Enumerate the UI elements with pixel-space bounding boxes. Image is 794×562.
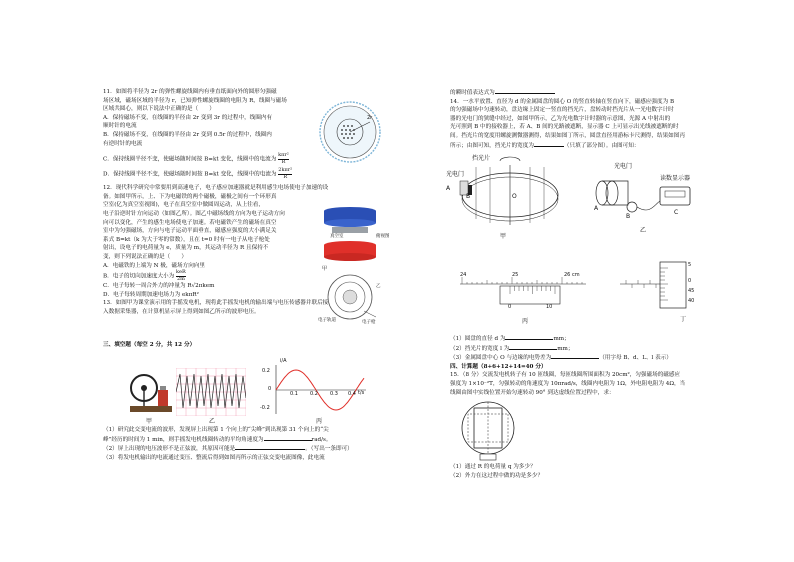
q13-answer-2-text: （2）屏上出现的电压波形不是正弦波，其原因可能是 [103,446,236,453]
q12-line-7: 系式 B=kt（k 为大于零的常数），且在 t=0 时有一电子从电子枪处 [103,236,270,243]
caliper-tick-26: 26 cm [564,272,580,278]
q13-omega-blank[interactable] [264,435,312,441]
right-column [450,88,750,150]
caliper-tick-24: 24 [460,272,467,278]
q12-topview-label: 俯视图 [376,234,390,239]
q14-fig-ding: 丁 [680,316,687,323]
micrometer-tick-45: 45 [688,288,695,294]
q14-caliper-figure [460,272,590,325]
q14-line-5: 间。挡光片的宽度用螺旋测微器测得，结果如图丁所示，圆盘直径用游标卡尺测得，结果如图丙 [450,132,685,139]
q14-line-1: 14．一水平放置、直径为 d 的金属圆盘的圆心 O 的竖直转轴在竖直向下，磁感应强度为 B [450,98,675,105]
q14-line-4: 光可照到 B 中的接收器上，若 A、B 间的光路被遮断，显示器 C 上可显示出光线被遮断的时 [450,124,679,131]
q14-disc-figure [446,155,562,240]
q14-line-2: 的匀强磁场中匀速转动，盘边缘上固定一竖直的挡光片，盘转动时挡光片从一光电数字计时 [450,107,674,114]
q13-answer-3: （3）将发电机输出的电流通过变压、整流后得到如图丙所示的正弦交变电流图像，此电流 [103,454,325,461]
sine-x-label: t/s [358,390,365,396]
q13-line-1: 13．如图甲为课堂演示用的手摇发电机，现将此手摇发电机的输出端与电压传感器并联后接 [103,300,329,307]
q14-answer-1-text: （1）圆盘的直径 d 为 [450,336,506,342]
q13-answer-1b-text: 峰”经历的时间为 1 min，则手摇发电机线圈转动的平均角速度为 [103,436,264,443]
sine-x-tick-4: 0.4 [348,391,356,397]
q11-line-1: 11．如图将半径为 2r 的弹性螺旋线圈内有垂直纸面向外的圆形匀强磁 [103,89,277,95]
q12-fig-jia: 甲 [322,266,328,272]
q12-line-1: 12．现代科学研究中常要用到高速电子，电子感应加速器就是利用感生电场使电子加速的设 [103,185,329,192]
q14-point-a: A [446,185,451,192]
q14-fig-yi: 乙 [640,227,647,234]
q13-waveform-figure [176,368,246,416]
q11-coil-figure [318,100,382,164]
q14-yi-c: C [674,209,679,216]
sine-y-tick-top: 0.2 [262,368,270,374]
section-3-heading-wrap [103,341,393,350]
q13-answers [103,426,393,462]
q13-reason-note: 。（写出一条即可） [305,446,353,453]
q11-option-a-cont: 顺时针的电流 [103,123,137,130]
q12-option-b-text: B．电子的切向加速度大小为 [103,273,175,280]
q14-potential-note: （用字母 B、d、L、l 表示） [599,355,672,362]
q11-option-c-text: C．保持线圈半径不变，使磁场随时间按 B=kt 变化，线圈中的电流为 [103,156,277,163]
q12-b-den: 2m [176,275,185,282]
q12-c-val: R√2πkem [187,283,215,290]
q14-answer-3-text: （3）金属圆盘中心 O 与边缘的电势差为 [450,355,552,362]
sine-x-tick-3: 0.3 [330,391,338,397]
q15-question-1: （1）通过 R 的电荷量 q 为多少？ [450,464,536,470]
q13-answer-1: （1）研究此交变电流的波形，发现屏上出现第 1 个向上的“尖峰”到出现第 31 个向上的“尖 [103,427,329,433]
q11-c-num: kπr² [278,152,289,159]
q14-photogate-figure [588,163,698,234]
q13-fig-bing: 丙 [316,418,323,425]
q12-electromagnet-figure [318,205,398,325]
q15-line-1: 15．（8 分）交流发电机转子有 10 匝线圈，每匝线圈所围面积为 20cm²，匀强磁场的磁感应 [450,372,681,379]
q11-option-a: A．保持磁场不变，在线圈的半径由 2r 变到 3r 的过程中，线圈内有 [103,114,273,121]
q12-line-6: 室中为匀强磁场，方向与电子运动平面垂直，磁感应强度的大小满足关 [103,228,277,235]
q13-sine-figure [260,358,372,418]
q11-line-3: 区域共圆心，则以下说法中正确的是（ ） [103,106,215,113]
q14-answer-2 [450,344,750,354]
q11-option-d-text: D．保持线圈半径不变，使磁场随时间按 B=kt 变化，线圈中的电流为 [103,171,277,178]
q14-width-blank[interactable] [534,141,564,147]
q12-line-8: 射出，设电子的电荷量为 e，质量为 m，其运动半径为 R 且保持不 [103,245,269,252]
sine-y-tick-bottom: -0.2 [260,405,270,411]
q13-generator-figure [128,368,174,414]
q11-c-frac [278,153,289,165]
q14-fig-jia: 甲 [500,233,507,240]
q11-option-b-cont: 有逆时针的电流 [103,140,143,147]
q15-line-2: 强度为 1×10⁻²T，匀强转动的角速度为 10πrad/s，线圈内电阻为 1Ω，外电阻电阻为 4Ω，当 [450,380,686,387]
sine-x-tick-1: 0.1 [290,391,298,397]
q13-line-2: 入数据采集器，在计算机显示屏上得到如图乙所示的波形电压。 [103,308,260,315]
q13-continuation-text: 的瞬时值表达式为 [450,90,495,96]
q14-point-o: O [512,193,517,200]
q15-question-2: （2）外力在这过程中做的功是多少？ [450,472,544,479]
q12-gun-label: 电子枪 [362,320,376,325]
q14-line-7: （只填了部分图）。由图可知： [563,142,640,149]
section-4-heading: 四、计算题（8+6+12+14=40 分） [450,363,547,370]
q12-option-a: A．电磁铁的上端为 N 极，磁场方向向里 [103,262,205,269]
sine-y-label: i/A [280,358,287,364]
q14-line-6-text: 所示；由图可知，挡光片的宽度为 [450,142,534,149]
q12-line-5: 向可以变化，产生的感生电场使电子加速。若电磁铁产生的磁场在真空 [103,219,277,226]
q14-shutter-label: 挡光片 [472,155,491,162]
q12-line-3: 空室(亿为真空室视图)，电子在真空室中做圆周运动，从上往看， [103,202,264,209]
q14-d-blank[interactable] [505,334,553,340]
q14-micrometer-figure [620,258,700,323]
micrometer-tick-5: 5 [688,262,692,268]
q14-yi-b: B [626,213,631,220]
vernier-tick-0: 0 [508,304,512,310]
q14-gate-label: 光电门 [446,171,465,178]
q14-answers [450,334,750,397]
q11-option-d [103,168,393,180]
sine-y-tick-zero: 0 [268,386,272,392]
q12-line-9: 变，则下列说法正确的是（ ） [103,253,187,260]
q12-b-frac [176,270,186,282]
q14-line-6 [450,141,750,151]
q14-potential-blank[interactable] [551,353,599,359]
q11-line-2: 场区域，磁场区域的半径为 r，已知弹性螺旋线圈的电阻为 R，线圈与磁场 [103,97,287,104]
q14-l-blank[interactable] [509,344,557,350]
q13-fig-jia: 甲 [146,418,153,425]
q12-fig-yi: 乙 [376,284,381,289]
q12-line-2: 备。如图甲所示，上、下为电磁铁的两个磁极，磁极之间有一个环形真 [103,193,277,200]
q13-continuation [450,88,750,98]
q15-coil-figure [458,398,518,462]
q13-omega-unit: rad/s。 [311,436,332,443]
q13-answer-2 [103,444,393,454]
q12-vacuum-label: 真空室 [330,234,344,239]
q12-b-num: keR [176,269,186,276]
q12-option-d-text: D．电子每转周期加速电场力为 [103,291,181,298]
q14-answer-2-text: （2）挡光片的宽度 l 为 [450,345,510,352]
sine-x-tick-2: 0.2 [310,391,318,397]
q11-d-num: 2kπr² [278,167,293,174]
q13-reason-blank[interactable] [235,444,305,450]
sine-chart [262,362,372,418]
q14-answer-3 [450,353,750,363]
q13-expression-blank[interactable] [495,88,555,94]
q14-fig-bing: 丙 [522,318,529,325]
vernier-tick-10: 10 [546,304,553,310]
q11-d-den: R [283,173,288,180]
q12-option-c-text: C．电子每转一周合外力的冲量为 [103,283,186,290]
caliper-tick-25: 25 [512,272,519,278]
q11-option-b: B．保持磁场不变，在线圈的半径由 2r 变到 0.5r 的过程中，线圈内 [103,131,272,138]
q15-questions [450,463,750,480]
q14-line-3: 器的光电门的狭缝中经过，如图甲所示，乙为光电数字计时器的示意图，光源 A 中射出的 [450,115,671,122]
q12-orbit-label: 电子轨道 [318,318,336,323]
q11-radius-label: 2r [367,115,373,121]
q14-answer-1 [450,334,750,344]
micrometer-tick-40: 40 [688,298,695,304]
micrometer-tick-0: 0 [688,278,692,284]
q12-d-val: ekπR² [182,291,199,298]
section-3-heading: 三、填空题（每空 2 分，共 12 分） [103,342,196,348]
q14-display-label: 读数显示器 [660,175,691,182]
q14-l-unit: mm； [557,345,574,352]
q11-d-frac [278,168,292,180]
q14-yi-a: A [594,205,599,212]
q14-point-b: B [466,193,471,200]
q15-line-3: 线圈由图中实线位置开始匀速转动 90° 到达虚线位置过程中，求： [450,389,615,396]
q13-answer-1b [103,435,393,445]
q13-fig-yi: 乙 [209,418,216,425]
q14-d-unit: mm； [553,336,570,342]
q12-line-4: 电子沿逆时针方向运动（如图乙所）。图乙中磁场线的方向为电子运动方向 [103,210,285,217]
q11-c-den: R [281,158,286,165]
q14-gate2-label: 光电门 [614,163,633,170]
